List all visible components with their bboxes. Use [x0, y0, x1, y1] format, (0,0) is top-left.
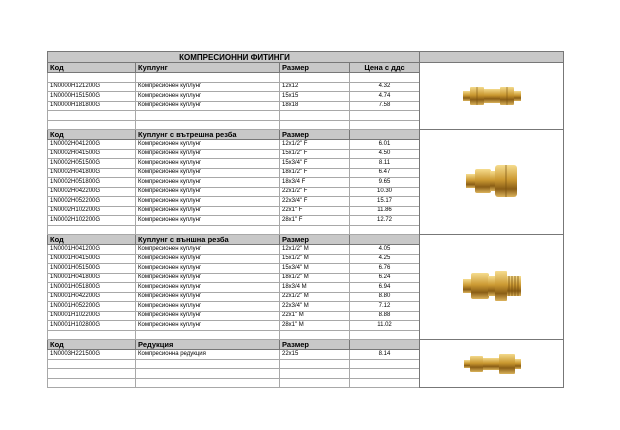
product-code: 1N0001H042200G: [48, 292, 136, 302]
product-price: 7.58: [350, 101, 420, 111]
column-header-code: Код: [48, 235, 136, 245]
product-price: 6.01: [350, 140, 420, 150]
empty-cell: [280, 111, 350, 121]
column-header-size: Размер: [280, 63, 350, 73]
product-name: Компресионен куплунг: [136, 206, 280, 216]
empty-cell: [350, 73, 420, 83]
product-name: Компресионен куплунг: [136, 178, 280, 188]
empty-cell: [48, 120, 136, 130]
product-name: Компресионен куплунг: [136, 82, 280, 92]
product-name: Компресионен куплунг: [136, 101, 280, 111]
empty-cell: [48, 359, 136, 369]
product-code: 1N0002H052200G: [48, 197, 136, 207]
product-price: 6.94: [350, 283, 420, 293]
product-size: 18x3/4 F: [280, 178, 350, 188]
product-price: 12.72: [350, 216, 420, 226]
empty-cell: [136, 120, 280, 130]
product-code: 1N0002H042200G: [48, 187, 136, 197]
product-price: 11.02: [350, 321, 420, 331]
empty-cell: [136, 369, 280, 379]
product-name: Компресионен куплунг: [136, 197, 280, 207]
empty-cell: [136, 330, 280, 340]
product-price: 6.24: [350, 273, 420, 283]
product-name: Компресионен куплунг: [136, 216, 280, 226]
product-price: 8.88: [350, 311, 420, 321]
empty-cell: [280, 378, 350, 388]
product-size: 28x1" M: [280, 321, 350, 331]
column-header-code: Код: [48, 130, 136, 140]
column-header-name: Куплунг с външна резба: [136, 235, 280, 245]
product-image-cell: [420, 235, 564, 340]
product-size: 12x1/2" M: [280, 245, 350, 255]
empty-cell: [48, 369, 136, 379]
column-header-size: Размер: [280, 130, 350, 140]
product-size: 22x15: [280, 350, 350, 360]
product-size: 22x1/2" F: [280, 187, 350, 197]
product-code: 1N0000H121200G: [48, 82, 136, 92]
section-header-row: [48, 63, 564, 73]
column-header-price: [350, 340, 420, 350]
product-name: Компресионен куплунг: [136, 140, 280, 150]
empty-cell: [350, 120, 420, 130]
product-code: 1N0001H051800G: [48, 283, 136, 293]
product-price: 8.80: [350, 292, 420, 302]
empty-cell: [136, 359, 280, 369]
product-size: 15x15: [280, 92, 350, 102]
section-header-row: [48, 130, 564, 140]
product-name: Компресионен куплунг: [136, 92, 280, 102]
product-price: 8.14: [350, 350, 420, 360]
product-size: 18x3/4 M: [280, 283, 350, 293]
product-image-cell: [420, 340, 564, 388]
price-list-table: [47, 51, 564, 388]
column-header-name: Куплунг: [136, 63, 280, 73]
product-code: 1N0001H102200G: [48, 311, 136, 321]
product-name: Компресионен куплунг: [136, 311, 280, 321]
product-code: 1N0001H041200G: [48, 245, 136, 255]
product-code: 1N0003H221500G: [48, 350, 136, 360]
column-header-code: Код: [48, 340, 136, 350]
product-price: 9.65: [350, 178, 420, 188]
product-size: 15x3/4" F: [280, 159, 350, 169]
straight-coupling-icon: [420, 83, 563, 109]
product-name: Компресионен куплунг: [136, 245, 280, 255]
product-code: 1N0000H181800G: [48, 101, 136, 111]
product-price: 7.12: [350, 302, 420, 312]
product-name: Компресионен куплунг: [136, 149, 280, 159]
product-code: 1N0002H051800G: [48, 178, 136, 188]
empty-cell: [136, 73, 280, 83]
product-price: 15.17: [350, 197, 420, 207]
product-code: 1N0001H052200G: [48, 302, 136, 312]
product-size: 28x1" F: [280, 216, 350, 226]
empty-cell: [280, 330, 350, 340]
product-code: 1N0001H051500G: [48, 264, 136, 274]
product-name: Компресионен куплунг: [136, 264, 280, 274]
title-image-cell: [420, 52, 564, 63]
female-thread-coupling-icon: [420, 160, 563, 204]
product-price: 8.11: [350, 159, 420, 169]
empty-cell: [48, 111, 136, 121]
empty-cell: [350, 369, 420, 379]
title-row: [48, 52, 564, 63]
product-size: 12x12: [280, 82, 350, 92]
empty-cell: [136, 225, 280, 235]
product-size: 22x1" F: [280, 206, 350, 216]
section-header-row: [48, 235, 564, 245]
product-price: 4.74: [350, 92, 420, 102]
empty-cell: [350, 225, 420, 235]
product-name: Компресионен куплунг: [136, 321, 280, 331]
product-name: Компресионен куплунг: [136, 283, 280, 293]
empty-cell: [48, 330, 136, 340]
product-price: 4.05: [350, 245, 420, 255]
product-name: Компресионна редукция: [136, 350, 280, 360]
empty-cell: [280, 120, 350, 130]
product-price: 4.50: [350, 149, 420, 159]
product-code: 1N0001H041800G: [48, 273, 136, 283]
empty-cell: [48, 225, 136, 235]
product-code: 1N0002H041200G: [48, 140, 136, 150]
product-size: 15x3/4" M: [280, 264, 350, 274]
product-code: 1N0002H102200G: [48, 216, 136, 226]
reducer-coupling-icon: [420, 351, 563, 377]
product-image-cell: [420, 63, 564, 130]
empty-cell: [350, 378, 420, 388]
product-size: 12x1/2" F: [280, 140, 350, 150]
column-header-price: [350, 130, 420, 140]
product-code: 1N0002H051500G: [48, 159, 136, 169]
empty-cell: [136, 378, 280, 388]
product-name: Компресионен куплунг: [136, 159, 280, 169]
product-price: 6.47: [350, 168, 420, 178]
table-title: КОМПРЕСИОННИ ФИТИНГИ: [48, 52, 420, 63]
product-code: 1N0001H102800G: [48, 321, 136, 331]
product-size: 15x1/2" M: [280, 254, 350, 264]
product-code: 1N0002H041500G: [48, 149, 136, 159]
column-header-name: Редукция: [136, 340, 280, 350]
product-size: 22x3/4" F: [280, 197, 350, 207]
product-size: 18x1/2" M: [280, 273, 350, 283]
empty-cell: [280, 73, 350, 83]
product-price: 6.76: [350, 264, 420, 274]
product-size: 22x3/4" M: [280, 302, 350, 312]
product-size: 18x1/2" F: [280, 168, 350, 178]
male-thread-coupling-icon: [420, 264, 563, 310]
product-name: Компресионен куплунг: [136, 254, 280, 264]
column-header-name: Куплунг с вътрешна резба: [136, 130, 280, 140]
product-code: 1N0002H102200G: [48, 206, 136, 216]
product-code: 1N0001H041500G: [48, 254, 136, 264]
empty-cell: [280, 359, 350, 369]
product-size: 18x18: [280, 101, 350, 111]
column-header-price: [350, 235, 420, 245]
product-code: 1N0002H041800G: [48, 168, 136, 178]
product-price: 4.32: [350, 82, 420, 92]
column-header-size: Размер: [280, 235, 350, 245]
empty-cell: [136, 111, 280, 121]
product-name: Компресионен куплунг: [136, 168, 280, 178]
empty-cell: [280, 225, 350, 235]
column-header-price: Цена с ддс: [350, 63, 420, 73]
column-header-code: Код: [48, 63, 136, 73]
product-image-cell: [420, 130, 564, 235]
product-name: Компресионен куплунг: [136, 292, 280, 302]
section-header-row: [48, 340, 564, 350]
column-header-size: Размер: [280, 340, 350, 350]
product-price: 11.86: [350, 206, 420, 216]
empty-cell: [350, 359, 420, 369]
product-code: 1N0000H151500G: [48, 92, 136, 102]
product-name: Компресионен куплунг: [136, 187, 280, 197]
empty-cell: [48, 378, 136, 388]
product-name: Компресионен куплунг: [136, 273, 280, 283]
empty-cell: [48, 73, 136, 83]
empty-cell: [280, 369, 350, 379]
empty-cell: [350, 111, 420, 121]
product-size: 22x1/2" M: [280, 292, 350, 302]
product-price: 4.25: [350, 254, 420, 264]
product-size: 22x1" M: [280, 311, 350, 321]
product-price: 10.30: [350, 187, 420, 197]
empty-cell: [350, 330, 420, 340]
product-name: Компресионен куплунг: [136, 302, 280, 312]
product-size: 15x1/2" F: [280, 149, 350, 159]
